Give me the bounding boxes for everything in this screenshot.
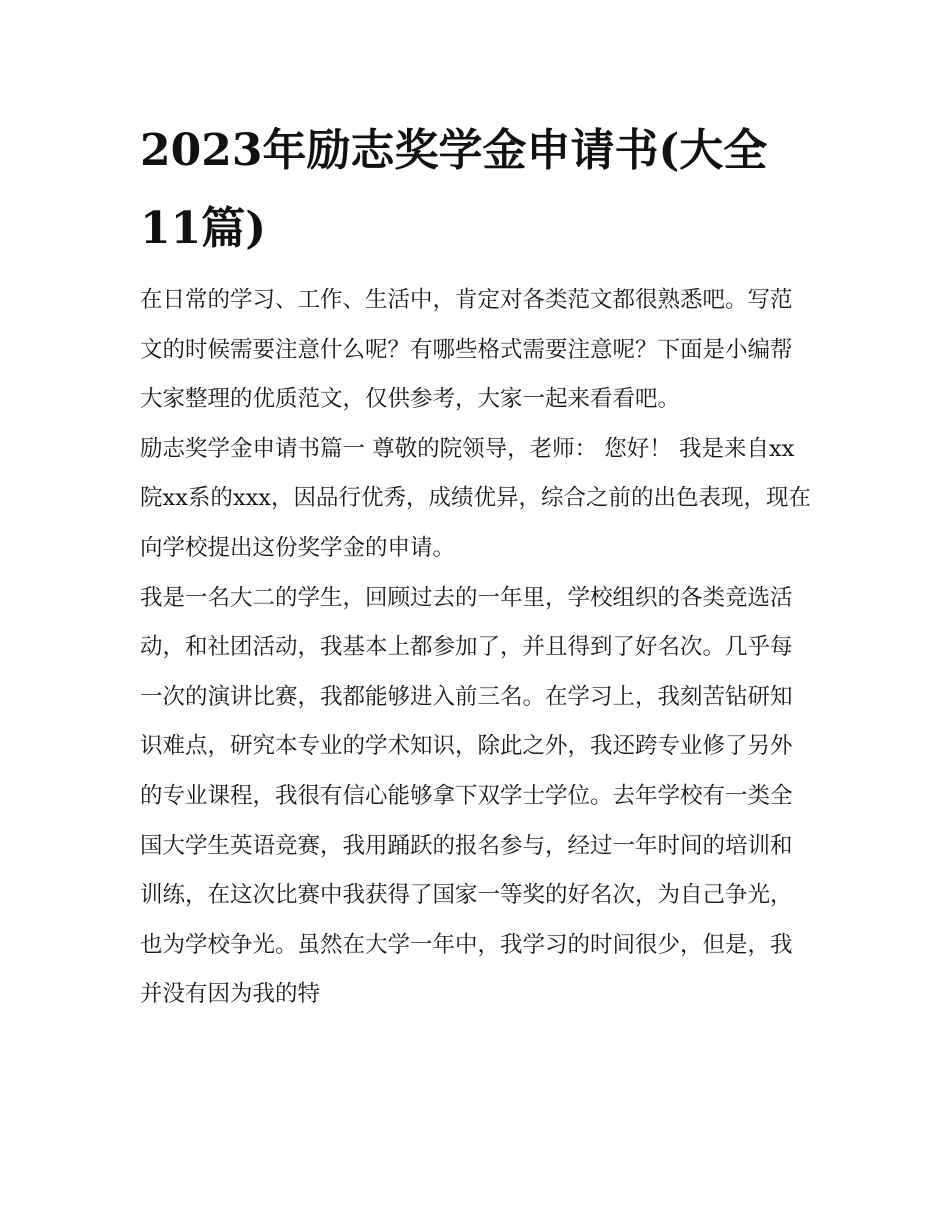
intro-paragraph: 在日常的学习、工作、生活中，肯定对各类范文都很熟悉吧。写范文的时候需要注意什么呢？有哪些格式需要注意呢？下面是小编帮大家整理的优质范文，仅供参考，大家一起来看看吧。 — [140, 287, 793, 413]
greeting-paragraph: 励志奖学金申请书篇一 尊敬的院领导，老师： 您好！ 我是来自xx院xx系的xxx，因品行优秀，成绩优异，综合之前的出色表现，现在向学校提出这份奖学金的申请。 — [140, 435, 811, 561]
achievement-paragraph: 我是一名大二的学生，回顾过去的一年里，学校组织的各类竞选活动，和社团活动，我基本上都参加了，并且得到了好名次。几乎每一次的演讲比赛，我都能够进入前三名。在学习上，我刻苦钻研知识难点，研究本专业的学术知识，除此之外，我还跨专业修了另外的专业课程，我很有信心能够拿下双学士学位。去年学校有一类全国大学生英语竞赛，我用踊跃的报名参与，经过一年时间的培训和训练，在这次比赛中我获得了国家一等奖的好名次，为自己争光，也为学校争光。虽然在大学一年中，我学习的时间很少，但是，我并没有因为我的特 — [140, 584, 793, 1008]
document-body — [140, 276, 812, 1020]
page-title: 2023年励志奖学金申请书(大全11篇) — [140, 125, 768, 254]
